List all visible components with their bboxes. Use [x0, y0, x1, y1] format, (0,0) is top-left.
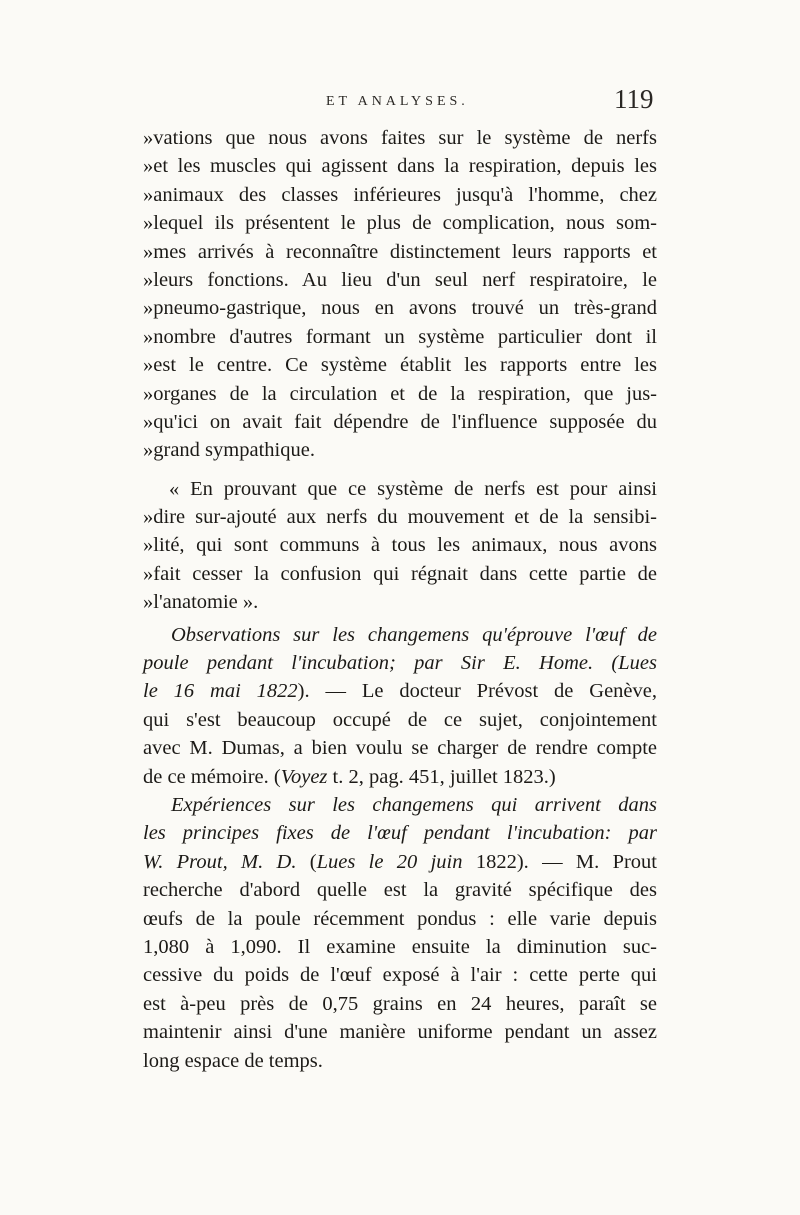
- text-line: qui s'est beaucoup occupé de ce sujet, conjointement: [143, 708, 657, 731]
- text-line: œufs de la poule récemment pondus : elle varie depuis: [143, 907, 657, 930]
- text-line: »qu'ici on avait fait dépendre de l'influence supposée du: [143, 410, 657, 433]
- text-line: maintenir ainsi d'une manière uniforme pendant un assez: [143, 1021, 657, 1044]
- text-line: »l'anatomie ».: [143, 591, 259, 614]
- paragraph-gap: [143, 465, 657, 475]
- author-name: W. Prout, M. D.: [143, 850, 297, 873]
- text-line: cessive du poids de l'œuf exposé à l'air : cette perte qui: [143, 964, 657, 987]
- text-line: »vations que nous avons faites sur le système de nerfs: [143, 127, 657, 149]
- text-line: »grand sympathique.: [143, 439, 315, 462]
- text-line: »mes arrivés à reconnaître distinctement leurs rapports et: [143, 240, 657, 263]
- text-line: poule pendant l'incubation; par Sir E. Home. (Lues: [143, 652, 657, 675]
- text-segment: de ce mémoire. (: [143, 765, 281, 788]
- text-segment: 1822). — M. Prout: [462, 850, 658, 873]
- paragraph-quoted-conclusion: [143, 475, 657, 617]
- paragraph-home-observations: [143, 621, 657, 791]
- text-line: »fait cesser la confusion qui régnait dans cette partie de: [143, 562, 657, 585]
- text-line: »et les muscles qui agissent dans la respiration, depuis les: [143, 155, 657, 178]
- text-segment: (: [296, 850, 317, 873]
- reading-date: le 16 mai 1822: [143, 680, 298, 703]
- text-line: »dire sur-ajouté aux nerfs du mouvement et de la sensibi-: [143, 506, 657, 529]
- text-line: Observations sur les changemens qu'éprouve l'œuf de: [171, 623, 657, 646]
- text-segment: t. 2, pag. 451, juillet 1823.): [327, 765, 556, 788]
- text-line: »est le centre. Ce système établit les rapports entre les: [143, 354, 657, 377]
- body-text: [143, 124, 657, 1075]
- text-line: »organes de la circulation et de la respiration, que jus-: [143, 382, 657, 405]
- text-line: »lequel ils présentent le plus de complication, nous som-: [143, 212, 657, 235]
- paragraph-quoted-continuation: [143, 124, 657, 465]
- text-line: [143, 677, 657, 705]
- text-line: Expériences sur les changemens qui arrivent dans: [171, 793, 657, 816]
- text-line: est à-peu près de 0,75 grains en 24 heures, paraît se: [143, 992, 657, 1015]
- text-line: »lité, qui sont communs à tous les animaux, nous avons: [143, 534, 657, 557]
- text-segment: ). — Le docteur Prévost de Genève,: [297, 680, 657, 703]
- text-line: [143, 848, 657, 876]
- text-line: 1,080 à 1,090. Il examine ensuite la diminution suc-: [143, 935, 657, 958]
- page-number: 119: [614, 84, 654, 114]
- text-line: »animaux des classes inférieures jusqu'à l'homme, chez: [143, 183, 657, 206]
- cross-reference: Voyez: [280, 765, 328, 788]
- text-line: les principes fixes de l'œuf pendant l'incubation: par: [143, 822, 657, 845]
- reading-date: Lues le 20 juin: [316, 850, 463, 873]
- text-line: »nombre d'autres formant un système particulier dont il: [143, 325, 657, 348]
- text-line: recherche d'abord quelle est la gravité spécifique des: [143, 879, 657, 902]
- text-line: « En prouvant que ce système de nerfs est pour ainsi: [169, 477, 657, 500]
- text-line: [143, 763, 657, 791]
- text-line: »pneumo-gastrique, nous en avons trouvé un très-grand: [143, 297, 657, 320]
- paragraph-prout-experiments: [143, 791, 657, 1075]
- text-line: avec M. Dumas, a bien voulu se charger de rendre compte: [143, 737, 657, 760]
- text-line: »leurs fonctions. Au lieu d'un seul nerf respiratoire, le: [143, 268, 657, 291]
- text-line: long espace de temps.: [143, 1049, 323, 1072]
- running-title: ET ANALYSES.: [326, 94, 469, 109]
